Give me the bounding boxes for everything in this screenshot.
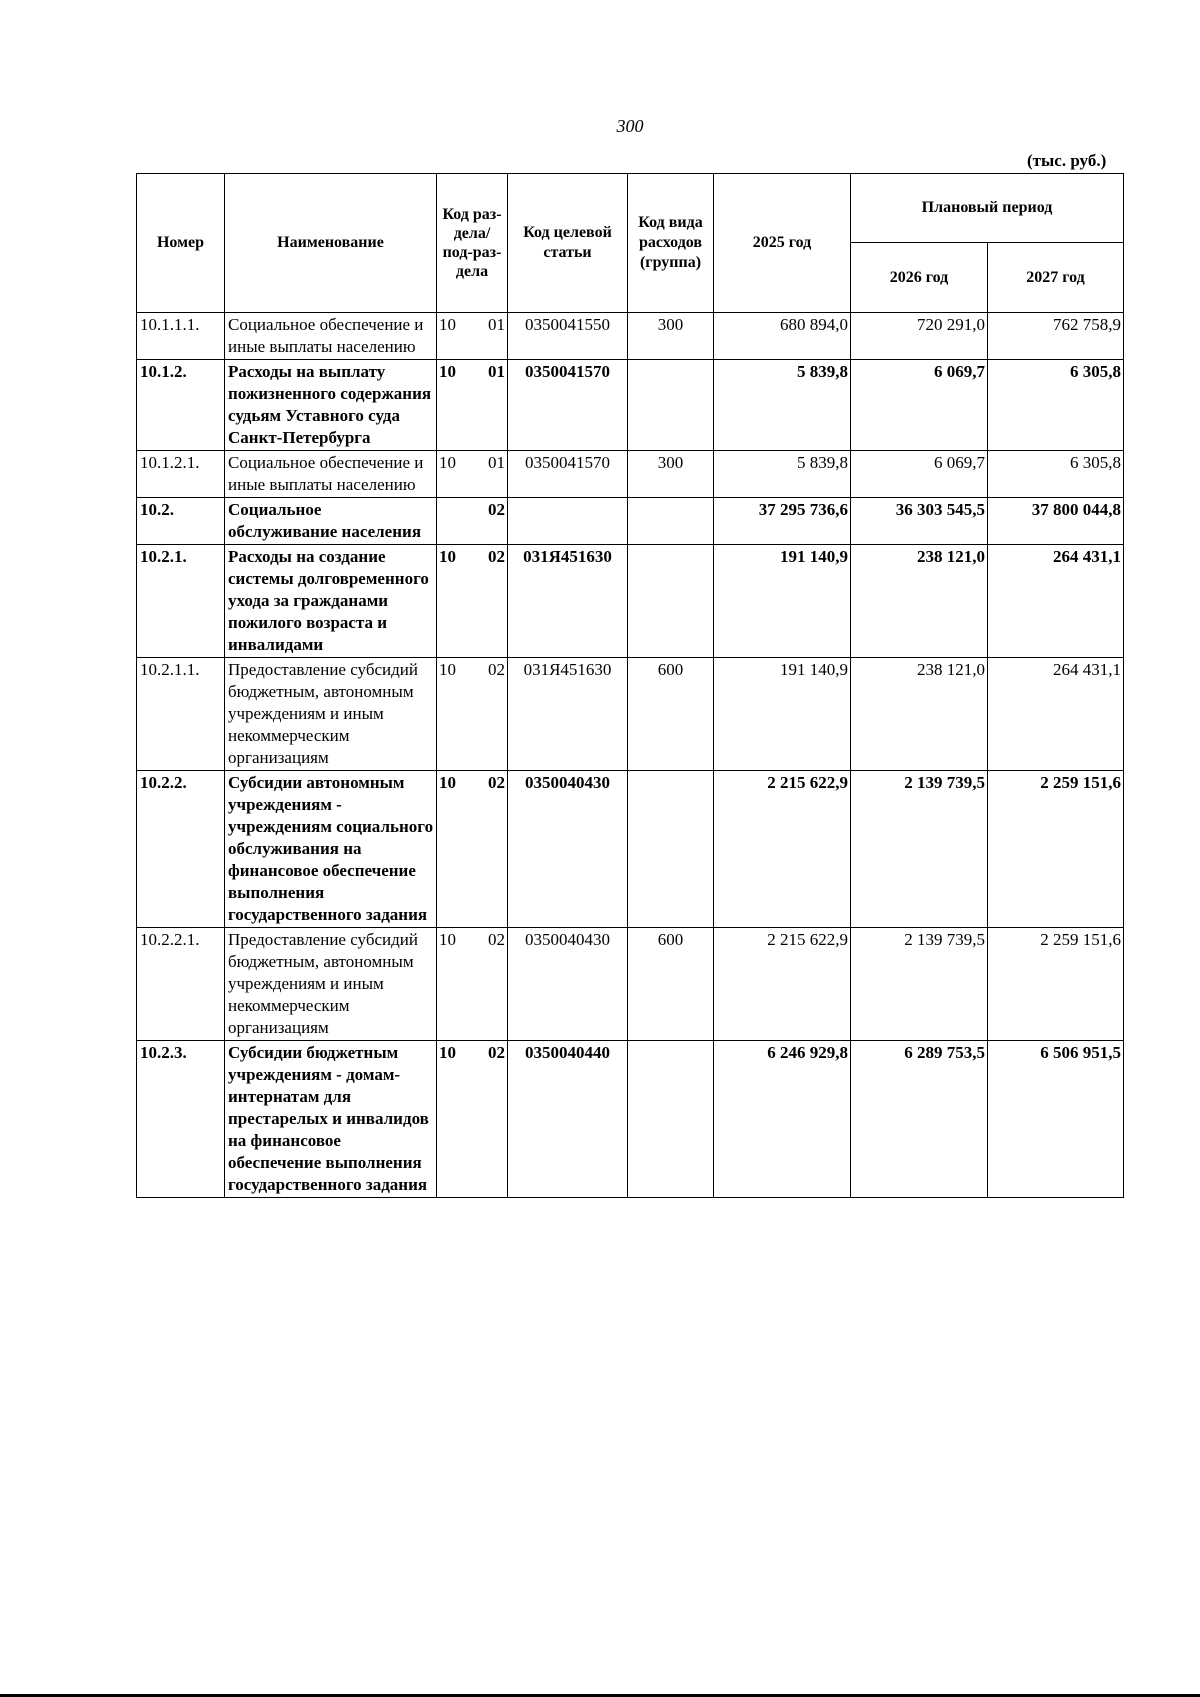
row-subsection: 02 — [488, 1043, 505, 1062]
row-amount-2026: 6 069,7 — [851, 360, 988, 451]
row-section: 10 — [439, 315, 456, 334]
row-amount-2027: 264 431,1 — [988, 545, 1124, 658]
row-amount-2025: 37 295 736,6 — [714, 498, 851, 545]
row-expense-type — [628, 545, 714, 658]
table-row — [137, 313, 1124, 360]
row-target-code: 0350041550 — [508, 313, 628, 360]
header-row-1 — [137, 174, 1124, 243]
row-section: 10 — [439, 547, 456, 566]
row-amount-2026: 238 121,0 — [851, 658, 988, 771]
row-subsection: 01 — [488, 453, 505, 472]
row-name: Субсидии автономным учреждениям - учреждениям социального обслуживания на финансовое обеспечение выполнения государственного задания — [225, 771, 437, 928]
row-number: 10.2.2.1. — [137, 928, 225, 1041]
row-amount-2025: 191 140,9 — [714, 658, 851, 771]
row-amount-2027: 6 305,8 — [988, 451, 1124, 498]
row-amount-2025: 191 140,9 — [714, 545, 851, 658]
row-name: Социальное обслуживание населения — [225, 498, 437, 545]
row-number: 10.2.1.1. — [137, 658, 225, 771]
row-amount-2027: 264 431,1 — [988, 658, 1124, 771]
row-subsection: 02 — [488, 660, 505, 679]
row-expense-type: 600 — [628, 928, 714, 1041]
row-number: 10.2. — [137, 498, 225, 545]
header-year-2026: 2026 год — [851, 243, 988, 313]
row-section: 10 — [439, 660, 456, 679]
row-section: 10 — [439, 1043, 456, 1062]
row-name: Предоставление субсидий бюджетным, автономным учреждениям и иным некоммерческим организациям — [225, 658, 437, 771]
row-amount-2027: 37 800 044,8 — [988, 498, 1124, 545]
row-section: 10 — [439, 453, 456, 472]
table-row — [137, 658, 1124, 771]
table-row — [137, 360, 1124, 451]
row-section-code — [437, 451, 508, 498]
row-section-code — [437, 658, 508, 771]
row-target-code: 031Я451630 — [508, 545, 628, 658]
row-name: Расходы на создание системы долговременного ухода за гражданами пожилого возраста и инвалидами — [225, 545, 437, 658]
row-expense-type — [628, 498, 714, 545]
row-amount-2025: 6 246 929,8 — [714, 1041, 851, 1198]
row-subsection: 02 — [488, 547, 505, 566]
row-section-code — [437, 498, 508, 545]
row-amount-2025: 680 894,0 — [714, 313, 851, 360]
header-expense-type: Код вида расходов (группа) — [628, 174, 714, 313]
row-target-code: 031Я451630 — [508, 658, 628, 771]
row-target-code — [508, 498, 628, 545]
row-number: 10.2.3. — [137, 1041, 225, 1198]
row-target-code: 0350040430 — [508, 771, 628, 928]
row-amount-2027: 2 259 151,6 — [988, 928, 1124, 1041]
row-section-code — [437, 545, 508, 658]
row-section-code — [437, 313, 508, 360]
row-target-code: 0350041570 — [508, 451, 628, 498]
row-subsection: 02 — [488, 930, 505, 949]
table-row — [137, 928, 1124, 1041]
row-amount-2026: 2 139 739,5 — [851, 771, 988, 928]
header-name: Наименование — [225, 174, 437, 313]
row-section-code — [437, 1041, 508, 1198]
header-planned-period: Плановый период — [851, 174, 1124, 243]
row-section: 10 — [439, 930, 456, 949]
row-amount-2027: 6 506 951,5 — [988, 1041, 1124, 1198]
row-expense-type: 300 — [628, 451, 714, 498]
row-amount-2025: 5 839,8 — [714, 360, 851, 451]
row-expense-type — [628, 1041, 714, 1198]
row-number: 10.1.2.1. — [137, 451, 225, 498]
budget-table — [136, 173, 1124, 1198]
row-amount-2027: 762 758,9 — [988, 313, 1124, 360]
units-label: (тыс. руб.) — [1027, 151, 1107, 170]
row-amount-2026: 6 289 753,5 — [851, 1041, 988, 1198]
row-subsection: 02 — [488, 773, 505, 792]
header-year-2027: 2027 год — [988, 243, 1124, 313]
page-number: 300 — [616, 116, 644, 136]
row-expense-type — [628, 360, 714, 451]
row-section-code — [437, 928, 508, 1041]
row-expense-type: 600 — [628, 658, 714, 771]
row-name: Субсидии бюджетным учреждениям - домам-интернатам для престарелых и инвалидов на финансовое обеспечение выполнения государственного задания — [225, 1041, 437, 1198]
row-expense-type: 300 — [628, 313, 714, 360]
row-number: 10.2.2. — [137, 771, 225, 928]
row-amount-2027: 6 305,8 — [988, 360, 1124, 451]
row-section-code — [437, 771, 508, 928]
row-amount-2026: 720 291,0 — [851, 313, 988, 360]
table-row — [137, 1041, 1124, 1198]
row-section: 10 — [439, 773, 456, 792]
header-number: Номер — [137, 174, 225, 313]
row-name: Социальное обеспечение и иные выплаты населению — [225, 451, 437, 498]
row-amount-2026: 36 303 545,5 — [851, 498, 988, 545]
row-name: Социальное обеспечение и иные выплаты населению — [225, 313, 437, 360]
table-row — [137, 771, 1124, 928]
table-body — [137, 313, 1124, 1198]
table-row — [137, 498, 1124, 545]
row-subsection: 01 — [488, 315, 505, 334]
header-year-2025: 2025 год — [714, 174, 851, 313]
row-target-code: 0350040430 — [508, 928, 628, 1041]
row-amount-2025: 5 839,8 — [714, 451, 851, 498]
row-expense-type — [628, 771, 714, 928]
row-amount-2026: 2 139 739,5 — [851, 928, 988, 1041]
row-subsection: 02 — [488, 500, 505, 519]
table-row — [137, 451, 1124, 498]
row-target-code: 0350041570 — [508, 360, 628, 451]
row-name: Расходы на выплату пожизненного содержания судьям Уставного суда Санкт-Петербурга — [225, 360, 437, 451]
row-section-code — [437, 360, 508, 451]
row-amount-2025: 2 215 622,9 — [714, 771, 851, 928]
row-number: 10.1.2. — [137, 360, 225, 451]
row-amount-2026: 6 069,7 — [851, 451, 988, 498]
header-section-code: Код раз-дела/ под-раз-дела — [437, 174, 508, 313]
table-row — [137, 545, 1124, 658]
row-target-code: 0350040440 — [508, 1041, 628, 1198]
row-amount-2026: 238 121,0 — [851, 545, 988, 658]
row-number: 10.1.1.1. — [137, 313, 225, 360]
row-amount-2027: 2 259 151,6 — [988, 771, 1124, 928]
row-section: 10 — [439, 362, 456, 381]
row-name: Предоставление субсидий бюджетным, автономным учреждениям и иным некоммерческим организациям — [225, 928, 437, 1041]
header-target-code: Код целевой статьи — [508, 174, 628, 313]
row-subsection: 01 — [488, 362, 505, 381]
row-number: 10.2.1. — [137, 545, 225, 658]
row-amount-2025: 2 215 622,9 — [714, 928, 851, 1041]
